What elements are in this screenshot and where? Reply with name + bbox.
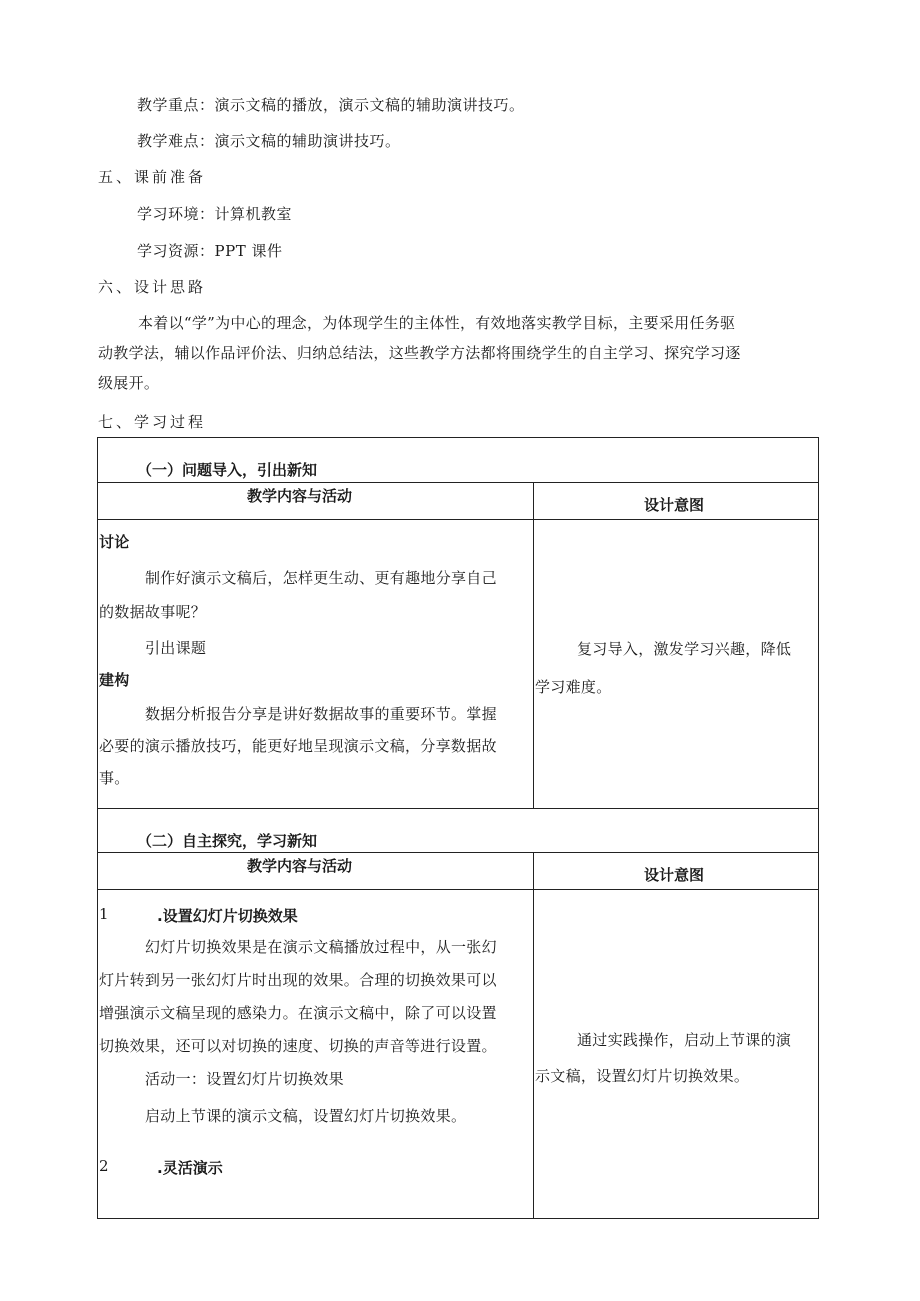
part1-intent-line: 复习导入，激发学习兴趣，降低 — [577, 640, 792, 658]
part2-intent-cell — [535, 1025, 817, 1091]
part1-intent-line: 学习难度。 — [535, 678, 612, 696]
table-rule — [97, 808, 819, 809]
env-line — [137, 203, 292, 224]
item2-title: .灵活演示 — [157, 1159, 223, 1177]
part2-col-intent: 设计意图 — [644, 866, 705, 884]
item1-number: 1 — [99, 905, 109, 923]
part1-intent-cell — [535, 634, 817, 702]
section5-heading: 五、课前准备 — [98, 168, 207, 186]
key-points-label: 教学重点： — [137, 96, 215, 114]
discuss-label: 讨论 — [99, 533, 130, 551]
item1-line: 增强演示文稿呈现的感染力。在演示文稿中，除了可以设置 — [99, 1004, 497, 1022]
part1-title: （一）问题导入，引出新知 — [137, 461, 318, 479]
key-points-line — [137, 94, 525, 115]
item1-line: 幻灯片切换效果是在演示文稿播放过程中，从一张幻 — [145, 938, 497, 956]
design-line: 级展开。 — [98, 374, 160, 392]
section7-heading: 七、学习过程 — [98, 413, 207, 431]
part2-title: （二）自主探究，学习新知 — [137, 832, 318, 850]
part2-intent-line: 示文稿，设置幻灯片切换效果。 — [535, 1067, 750, 1085]
design-paragraph — [98, 308, 822, 398]
part2-col-content: 教学内容与活动 — [247, 857, 353, 875]
difficulties-label: 教学难点： — [137, 132, 215, 150]
discuss-line: 的数据故事呢？ — [99, 603, 207, 621]
section6-heading: 六、设计思路 — [98, 278, 207, 296]
design-line: 本着以“学”为中心的理念，为体现学生的主体性，有效地落实教学目标，主要采用任务驱 — [138, 314, 736, 332]
part2-intent-line: 通过实践操作，启动上节课的演 — [577, 1031, 792, 1049]
design-line: 动教学法，辅以作品评价法、归纳总结法，这些教学方法都将围绕学生的自主学习、探究学习逐 — [98, 344, 741, 362]
part1-content-cell — [99, 527, 531, 793]
resource-line — [137, 240, 282, 261]
resource-text: PPT 课件 — [214, 242, 283, 260]
env-label: 学习环境： — [137, 205, 215, 223]
difficulties-line — [137, 130, 401, 151]
key-points-text: 演示文稿的播放，演示文稿的辅助演讲技巧。 — [214, 96, 525, 114]
part1-col-content: 教学内容与活动 — [247, 487, 353, 505]
table-rule — [97, 889, 819, 890]
activity-label: 活动一：设置幻灯片切换效果 — [145, 1070, 344, 1088]
difficulties-text: 演示文稿的辅助演讲技巧。 — [214, 132, 401, 150]
build-line: 必要的演示播放技巧，能更好地呈现演示文稿，分享数据故 — [99, 737, 497, 755]
item1-line: 灯片转到另一张幻灯片时出现的效果。合理的切换效果可以 — [99, 971, 497, 989]
build-label: 建构 — [99, 671, 130, 689]
item2-number: 2 — [99, 1157, 109, 1175]
table-divider — [533, 852, 534, 1219]
part1-col-intent: 设计意图 — [644, 496, 705, 514]
lead-text: 引出课题 — [145, 639, 207, 657]
table-rule — [97, 852, 819, 853]
activity-text: 启动上节课的演示文稿，设置幻灯片切换效果。 — [145, 1107, 467, 1125]
item1-line: 切换效果，还可以对切换的速度、切换的声音等进行设置。 — [99, 1037, 497, 1055]
build-line: 数据分析报告分享是讲好数据故事的重要环节。掌握 — [145, 705, 497, 723]
build-line: 事。 — [99, 769, 130, 787]
discuss-line: 制作好演示文稿后，怎样更生动、更有趣地分享自己 — [145, 569, 497, 587]
resource-label: 学习资源： — [137, 242, 215, 260]
table-rule — [97, 519, 819, 520]
item1-title: .设置幻灯片切换效果 — [157, 907, 298, 925]
env-text: 计算机教室 — [214, 205, 293, 223]
table-rule — [97, 482, 819, 483]
table-divider — [533, 482, 534, 808]
part2-content-cell — [99, 932, 531, 1132]
